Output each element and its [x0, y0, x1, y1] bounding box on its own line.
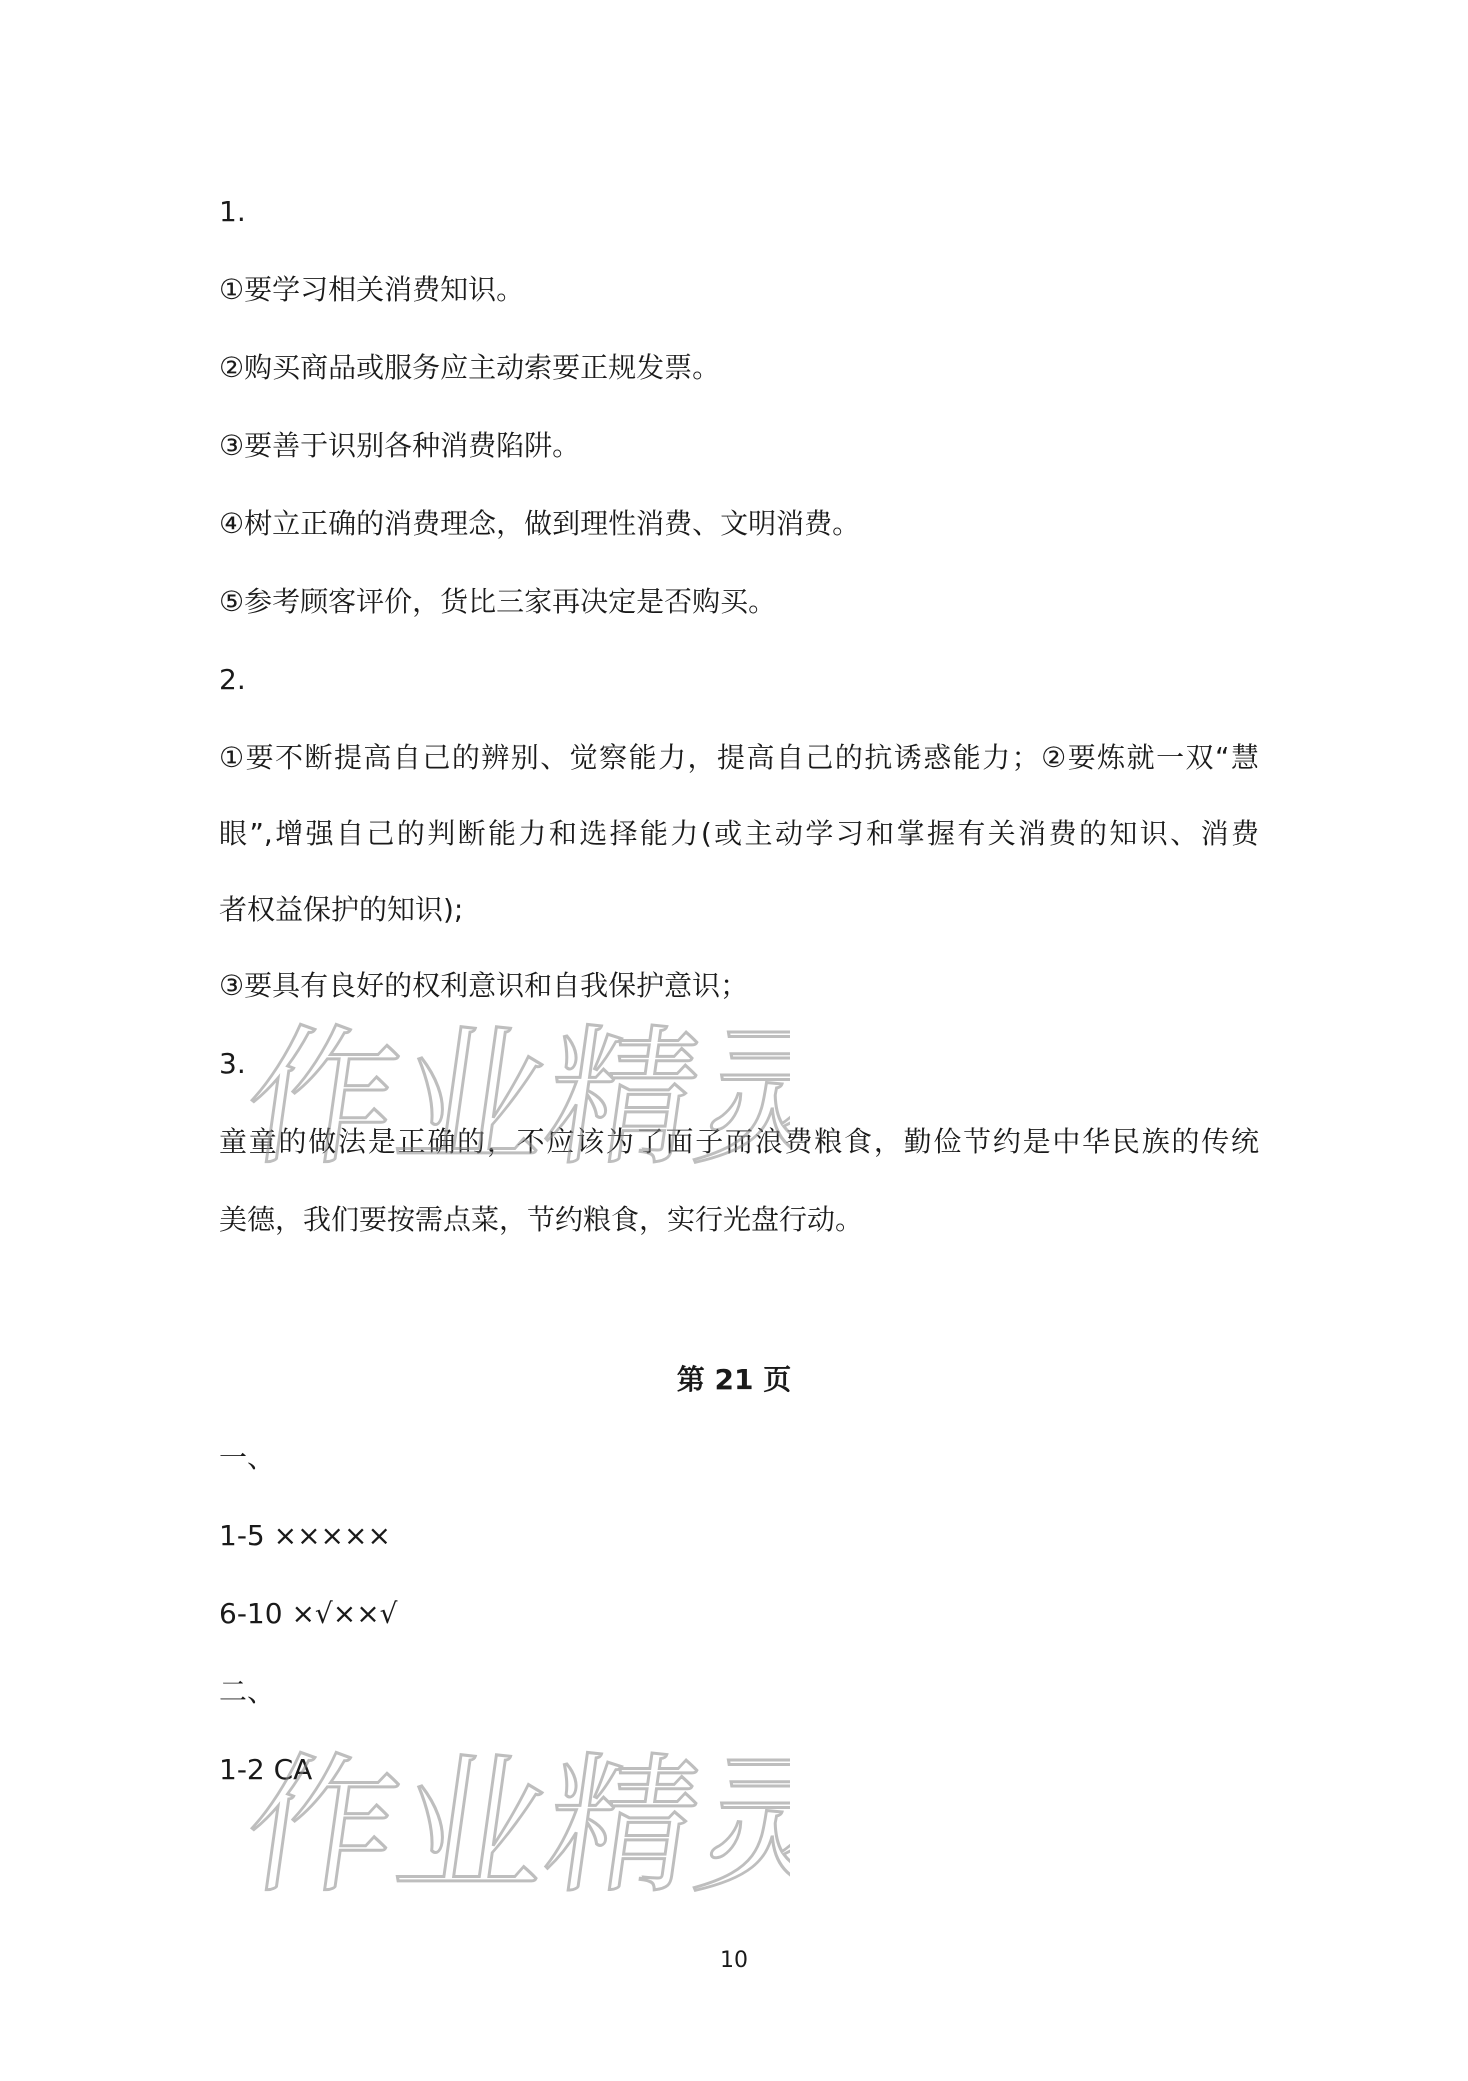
- page-21-heading: 第 21 页: [676, 1363, 792, 1396]
- part-1-label: 一、: [219, 1441, 276, 1474]
- svg-text:作业精灵: 作业精灵: [250, 1010, 790, 1170]
- page-number: 10: [720, 1948, 748, 1973]
- section-3-line-2: 美德，我们要按需点菜，节约粮食，实行光盘行动。: [219, 1203, 864, 1236]
- section-2-line-1: ①要不断提高自己的辨别、觉察能力，提高自己的抗诱惑能力；②要炼就一双“慧: [219, 741, 1259, 774]
- section-1-number: 1.: [219, 195, 246, 228]
- part-2-answer-1: 1-2 CA: [219, 1753, 313, 1786]
- watermark-logo: [250, 1738, 790, 1898]
- section-2-number: 2.: [219, 663, 246, 696]
- svg-text:作业精灵: 作业精灵: [250, 1738, 790, 1898]
- section-2-line-3: 者权益保护的知识);: [219, 893, 464, 926]
- section-1-item-4: ④树立正确的消费理念，做到理性消费、文明消费。: [219, 507, 861, 540]
- section-2-line-4: ③要具有良好的权利意识和自我保护意识；: [219, 969, 749, 1002]
- section-2-line-2: 眼”,增强自己的判断能力和选择能力(或主动学习和掌握有关消费的知识、消费: [219, 817, 1259, 850]
- section-1-item-3: ③要善于识别各种消费陷阱。: [219, 429, 581, 462]
- section-1-item-2: ②购买商品或服务应主动索要正规发票。: [219, 351, 721, 384]
- part-1-answer-1: 1-5 ×××××: [219, 1519, 391, 1552]
- part-2-label: 二、: [219, 1675, 276, 1708]
- section-1-item-5: ⑤参考顾客评价，货比三家再决定是否购买。: [219, 585, 777, 618]
- section-1-item-1: ①要学习相关消费知识。: [219, 273, 525, 306]
- section-3-line-1: 童童的做法是正确的，不应该为了面子而浪费粮食，勤俭节约是中华民族的传统: [219, 1125, 1259, 1158]
- section-3-number: 3.: [219, 1047, 246, 1080]
- part-1-answer-2: 6-10 ×√××√: [219, 1597, 398, 1630]
